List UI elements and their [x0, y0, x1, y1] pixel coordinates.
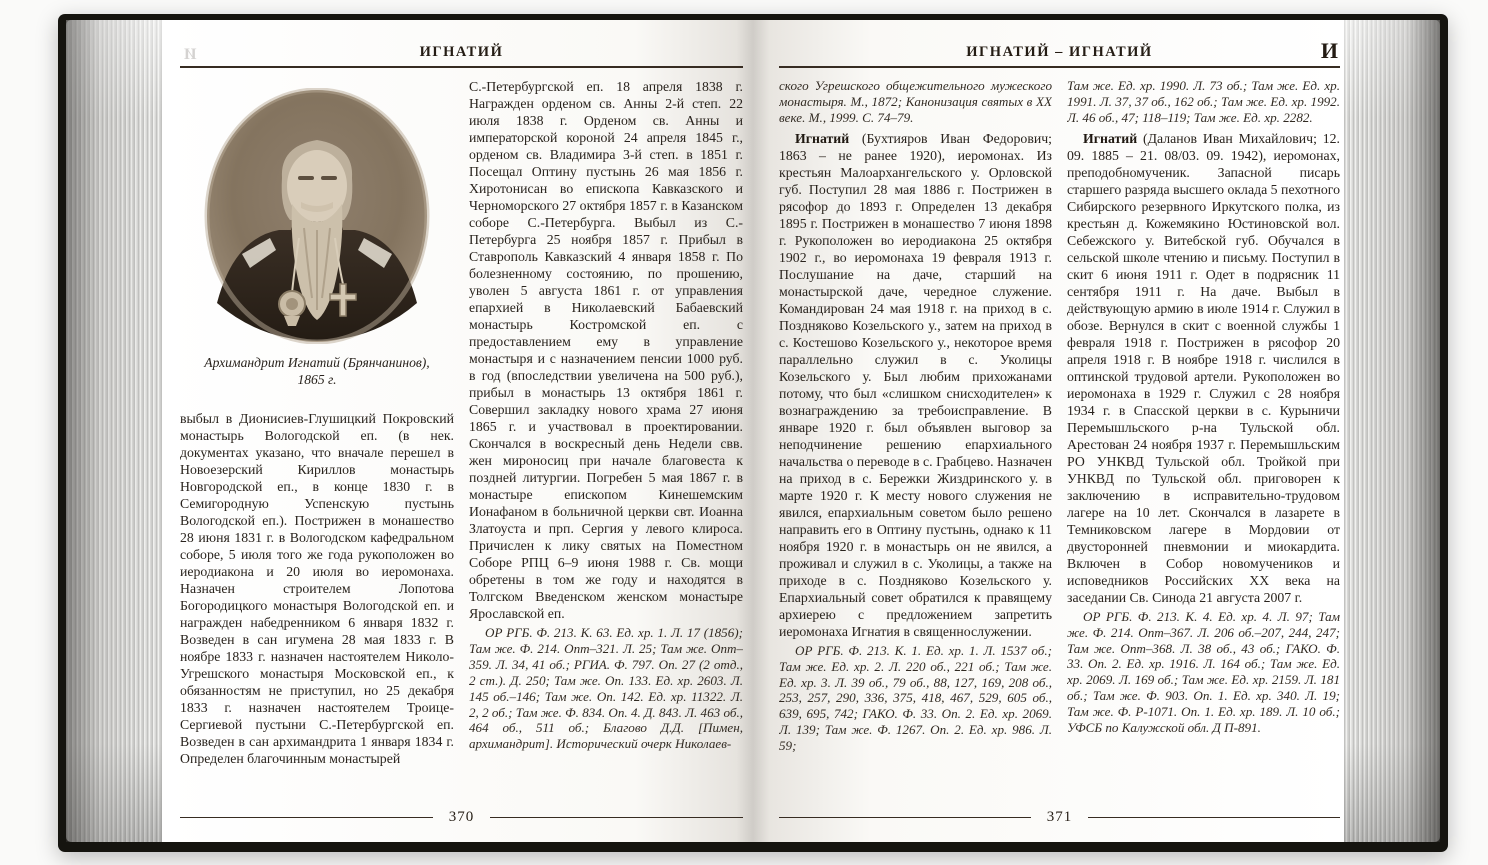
right-page-columns: [779, 78, 1340, 794]
bibliography-continuation: ского Угрешского общежительного мужеского монастыря. М., 1872; Канонизация святых в XX веке. М., 1999. С. 74–79.: [779, 78, 1052, 125]
left-page: [162, 20, 753, 842]
page-number: 370: [448, 809, 475, 825]
header-rule: [180, 66, 743, 68]
footer-rule-left: [779, 817, 1031, 818]
dictionary-entry: [779, 130, 1052, 640]
right-page-edges: [1344, 20, 1440, 842]
portrait-oval-photo: [204, 88, 430, 344]
portrait-caption: [180, 354, 454, 388]
body-text: С.-Петербургской еп. 18 апреля 1838 г. Награжден орденом св. Анны 2-й степ. 22 июля 1838 г. Орденом св. Анны и императорской короной 24 апреля 1845 г., орденом св. Владимира 3-й степ. в 1851 г. Посещал Оптину пустынь 26 мая 1856 г. Хиротонисан во епископа Кавказского и Черноморского 27 октября 1857 г. в Казанском соборе С.-Петербурга. Выбыл из С.-Петербурга 25 ноября 1857 г. Прибыл в Ставрополь Кавказский 4 января 1858 г. По болезненному состоянию, по прошению, уволен 5 августа 1861 г. от управления епархией в Николаевский Бабаевский монастырь Костромской еп. с предоставлением ему в управление монастыря и с назначением пенсии 1000 руб. в год (впоследствии увеличена на 500 руб.), прибыл в монастырь 13 октября 1861 г. Совершил закладку нового храма 27 июня 1865 г. и участвовал в проектировании. Скончался в воскресный день Недели свв. жен мироносиц при начале благовеста к поздней литургии. Погребен 5 мая 1867 г. в монастыре епископом Кинешемским Ионафаном в больничной церкви свт. Иоанна Златоуста и прп. Сергия у левого клироса. Причислен к лику святых на Поместном Соборе РПЦ 6–9 июня 1988 г. Св. мощи обретены в том же году и находятся в Толгском Введенском женском монастыре Ярославской еп.: [469, 79, 743, 621]
right-page-column-1: [779, 78, 1052, 794]
section-letter: И: [1320, 38, 1338, 63]
running-title: ИГНАТИЙ: [419, 44, 504, 60]
right-page-header: [779, 38, 1340, 66]
left-page-edges: [66, 20, 162, 842]
header-rule: [779, 66, 1340, 68]
open-book: [58, 14, 1448, 852]
entry-body: (Даланов Иван Михайлович; 12. 09. 1885 – 21. 08/03. 09. 1942), иеромонах, преподобномученик. Запасной писарь старшего разряда высшего оклада 5 пехотного Сибирского резервного Иркутского полка, из крестьян д. Кожемякино Юстиновской вол. Себежского у. Витебской губ. Обучался в сельской школе чтению и письму. Поступил в скит 6 июня 1911 г. Одет в подрясник 11 сентября 1911 г. На даче. Выбыл в действующую армию в июле 1914 г. Служил в обозе. Вернулся в скит с военной службы 1 февраля 1918 г. Пострижен в рясофор 20 апреля 1918 г. В ноябре 1918 г. числился в оптинской трудовой артели. Рукоположен во иеромонаха в 1929 г. Служил с 28 ноября 1934 г. в Спасской церкви в с. Курыничи Перемышльского р-на Тульской обл. Арестован 24 ноября 1937 г. Перемышльским РО УНКВД Тульской обл. Тройкой при УНКВД по Тульской обл. приговорен к заключению в исправительно-трудовом лагере на 10 лет. Скончался в лазарете в Темниковском лагере в Мордовии от двусторонней пневмонии и миокардита. Включен в Собор новомучеников и исповедников Российских XX века на заседании Св. Синода 21 августа 2007 г.: [1067, 130, 1340, 605]
right-page-footer: [779, 809, 1340, 826]
portrait-photo: [180, 88, 454, 344]
entry-headword: Игнатий: [795, 130, 850, 146]
show-through-letter: И: [184, 46, 197, 63]
right-page-column-2: [1067, 78, 1340, 794]
entry-headword: Игнатий: [1083, 130, 1138, 146]
caption-line-1: Архимандрит Игнатий (Брянчанинов),: [204, 355, 430, 370]
page-number: 371: [1046, 809, 1073, 825]
left-page-column-1: [180, 78, 454, 794]
footer-rule-left: [180, 817, 433, 818]
running-title: ИГНАТИЙ – ИГНАТИЙ: [966, 44, 1153, 60]
left-page-footer: [180, 809, 743, 826]
footer-rule-right: [1088, 817, 1340, 818]
left-page-header: [180, 44, 743, 66]
right-page: [753, 20, 1344, 842]
left-page-column-2: [469, 78, 743, 794]
book-spread: [162, 20, 1344, 842]
dictionary-entry: [1067, 130, 1340, 606]
bibliography-text: ОР РГБ. Ф. 213. К. 63. Ед. хр. 1. Л. 17 (1856); Там же. Ф. 214. Опт–321. Л. 25; Там же. Опт–359. Л. 34, 41 об.; РГИА. Ф. 797. Оп. 27 (2 отд., 2 ст.). Д. 250; Там же. Оп. 133. Ед. хр. 2603. Л. 145 об.–146; Там же. Оп. 142. Ед. хр. 11322. Л. 2, 2 об.; Там же. Ф. 834. Оп. 4. Д. 843. Л. 463 об., 464 об., 511 об.; Благово Д.Д. [Пимен, архимандрит]. Исторический очерк Николаев-: [469, 625, 743, 752]
bibliography-text: ОР РГБ. Ф. 213. К. 1. Ед. хр. 1. Л. 1537 об.; Там же. Ед. хр. 2. Л. 220 об., 221 об.; Там же. Ед. хр. 3. Л. 39 об., 79 об., 88, 127, 169, 208 об., 253, 257, 290, 336, 375, 418, 467, 529, 605 об., 639, 695, 742; ГАКО. Ф. 33. Оп. 2. Ед. хр. 2069. Л. 139; Там же. Ф. 1267. Оп. 2. Ед. хр. 986. Л. 59;: [779, 642, 1052, 754]
entry-body: (Бухтияров Иван Федорович; 1863 – не ранее 1920), иеромонах. Из крестьян Малоархангельского у. Орловской губ. Поступил 28 мая 1886 г. Пострижен в рясофор до 1893 г. Определен 13 декабря 1895 г. Пострижен в монашество 7 июня 1898 г. Рукоположен во иеродиакона 25 октября 1902 г., во иеромонаха 19 февраля 1913 г. Послушание на даче, старший на монастырской даче, чередное служение. Командирован 24 мая 1918 г. на приход в с. Поздняково Козельского у., затем на приход в с. Костешово Козельского у., некоторое время параллельно служил в с. Уколицы Козельского у. Был любим прихожанами потому, что был «слишком снисходителен» к вознаграждению за требоисправление. В январе 1920 г. был объявлен выговор за неподчинение решению епархиального начальства о переводе в с. Грабцево. Назначен на приход в с. Бережки Жиздринского у. в марте 1920 г. К месту нового служения не явился, епархиальным советом было решено направить его в Оптину пустынь, однако к 11 ноября 1920 г. в монастырь он не явился, а проживал и служил в с. Уколицы, а также на приходе в с. Поздняково Козельского у. Епархиальный совет обратился к правящему архиерею с предложением запретить иеромонаха Игнатия в священнослужении.: [779, 130, 1052, 639]
bibliography-continuation: Там же. Ед. хр. 1990. Л. 73 об.; Там же. Ед. хр. 1991. Л. 37, 37 об., 162 об.; Там же. Ед. хр. 1992. Л. 46 об., 47; 118–119; Там же. Ед. хр. 2282.: [1067, 78, 1340, 125]
caption-line-2: 1865 г.: [297, 372, 337, 387]
footer-rule-right: [490, 817, 743, 818]
body-text: выбыл в Дионисиев-Глушицкий Покровский монастырь Вологодской еп. (в нек. документах указано, что вначале перешел в Новоезерский Кириллов монастырь Новгородской еп., в конце 1830 г. в Семигородную Успенскую пустынь Вологодской еп.). Пострижен в монашество 28 июня 1831 г. в Вологодском кафедральном соборе, 5 июля того же года рукоположен во иеродиакона и 20 июля во иеромонаха. Назначен строителем Лопотова Богородицкого монастыря Вологодской еп. и награжден набедренником 6 января 1832 г. Возведен в сан игумена 28 мая 1833 г. В ноябре 1833 г. назначен настоятелем Николо-Угрешского монастыря Московской еп., к обязанностям не приступил, но 25 декабря 1833 г. назначен настоятелем Троице-Сергиевой пустыни С.-Петербургской еп. Возведен в сан архимандрита 1 января 1834 г. Определен благочинным монастырей: [180, 411, 454, 766]
left-page-columns: [180, 78, 743, 794]
bibliography-text: ОР РГБ. Ф. 213. К. 4. Ед. хр. 4. Л. 97; Там же. Ф. 214. Опт–367. Л. 206 об.–207, 244, 247; Там же. Опт–368. Л. 38 об., 43 об.; ГАКО. Ф. 33. Оп. 2. Ед. хр. 1916. Л. 164 об.; Там же. Ед. хр. 2069. Л. 169 об.; Там же. Ед. хр. 2159. Л. 181 об.; Там же. Ф. 903. Оп. 1. Ед. хр. 340. Л. 19; Там же. Ф. Р-1071. Оп. 1. Ед. хр. 189. Л. 10 об.; УФСБ по Калужской обл. Д П-891.: [1067, 608, 1340, 736]
